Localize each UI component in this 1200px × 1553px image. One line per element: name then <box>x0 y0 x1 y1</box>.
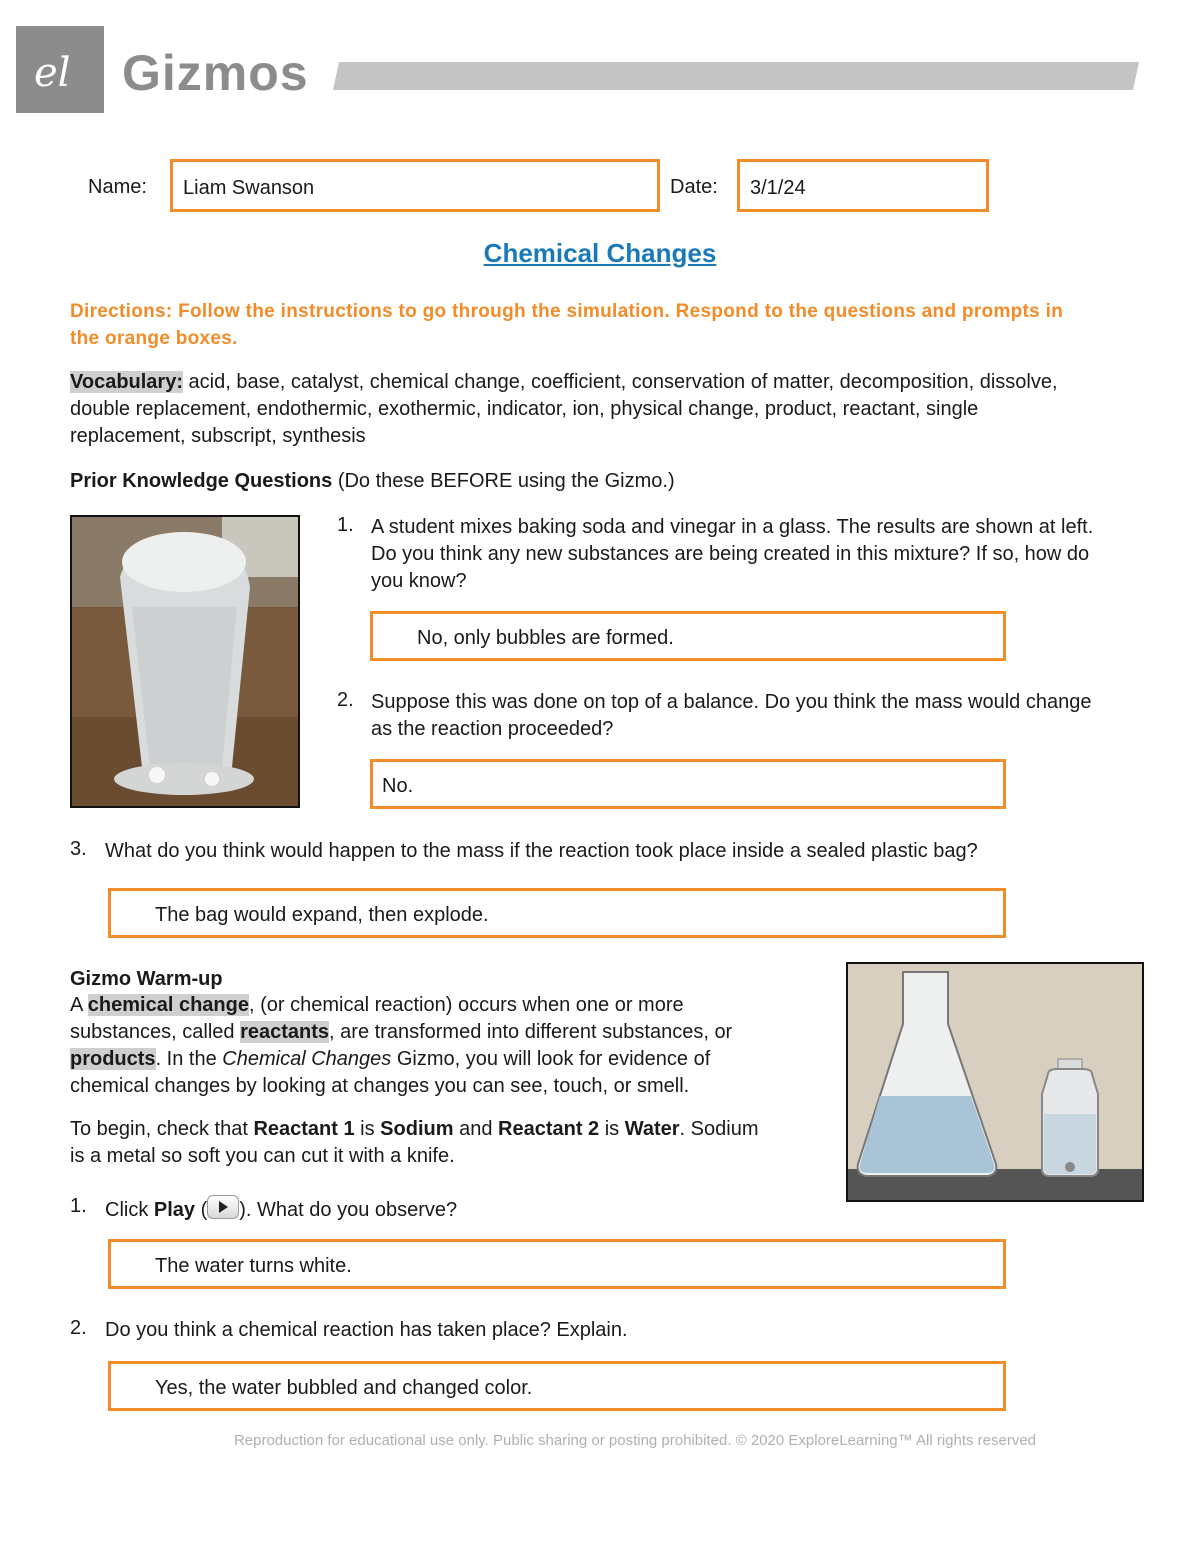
baking-soda-vinegar-photo <box>70 515 300 808</box>
warmup-q1-number: 1. <box>70 1195 87 1217</box>
prior-q2-answer: No. <box>382 775 414 797</box>
warmup-q2-text: Do you think a chemical reaction has taken place? Explain. <box>105 1319 628 1341</box>
date-label: Date: <box>670 176 718 198</box>
warmup-p2-c: and <box>453 1118 498 1140</box>
gizmo-name: Chemical Changes <box>222 1048 392 1070</box>
prior-q3-text: What do you think would happen to the mass if the reaction took place inside a sealed plastic bag? <box>105 840 978 862</box>
warmup-p2-a: To begin, check that <box>70 1118 254 1140</box>
warmup-q1-text <box>105 1195 805 1224</box>
warmup-q2-answer-box[interactable] <box>108 1361 1006 1411</box>
warmup-heading: Gizmo Warm-up <box>70 968 223 990</box>
prior-q3-number: 3. <box>70 838 87 860</box>
prior-heading-note: (Do these BEFORE using the Gizmo.) <box>332 470 675 492</box>
warmup-p2-e: . Sodium is a metal so soft you can cut it with a knife. <box>70 1118 759 1167</box>
vocabulary-terms: acid, base, catalyst, chemical change, coefficient, conservation of matter, decomposition, dissolve, double replacement, endothermic, exothermic, indicator, ion, physical change, product, reactant, single replacement, subscript, synthesis <box>70 371 1058 447</box>
term-chemical-change: chemical change <box>87 994 249 1016</box>
date-value: 3/1/24 <box>750 177 806 199</box>
warmup-p2-d: is <box>599 1118 625 1140</box>
prior-q1-text: A student mixes baking soda and vinegar in a glass. The results are shown at left. Do you think any new substances are being created in this mixture? If so, how do you know? <box>371 516 1094 592</box>
name-label: Name: <box>88 176 147 198</box>
prior-q1-answer-box[interactable] <box>370 611 1006 661</box>
gizmos-brand: Gizmos <box>122 45 309 101</box>
prior-q1-number: 1. <box>337 514 354 536</box>
flask-and-jar-image <box>846 962 1144 1202</box>
warmup-q2-answer: Yes, the water bubbled and changed color. <box>155 1377 533 1399</box>
prior-q2-answer-box[interactable] <box>370 759 1006 809</box>
directions: Directions: Follow the instructions to go through the simulation. Respond to the questions and prompts in the orange boxes. <box>70 301 1064 349</box>
warmup-paragraph-1 <box>70 992 790 1100</box>
prior-q3-answer-box[interactable] <box>108 888 1006 938</box>
header-bar <box>333 62 1139 90</box>
warmup-p1-b: , (or chemical reaction) occurs when one or more substances, called <box>70 994 684 1043</box>
vocabulary-label: Vocabulary: <box>70 371 183 393</box>
warmup-q1-post: ). What do you observe? <box>239 1199 458 1221</box>
play-icon <box>207 1195 239 1219</box>
warmup-p1-d: . In the <box>155 1048 223 1070</box>
term-reactant-2: Reactant 2 <box>498 1118 600 1140</box>
page-title: Chemical Changes <box>483 238 717 268</box>
prior-q2-number: 2. <box>337 689 354 711</box>
warmup-q1-answer: The water turns white. <box>155 1255 352 1277</box>
svg-text:el: el <box>34 50 71 96</box>
term-reactants: reactants <box>240 1021 330 1043</box>
term-products: products <box>70 1048 156 1070</box>
term-reactant-1: Reactant 1 <box>253 1118 355 1140</box>
warmup-q1-pre: Click <box>105 1199 154 1221</box>
warmup-p1-a: A <box>70 994 88 1016</box>
prior-knowledge-heading <box>70 468 675 495</box>
footer-copyright: Reproduction for educational use only. Public sharing or posting prohibited. © 2020 ExploreLearning™ All rights reserved <box>233 1432 1037 1449</box>
prior-q3-answer: The bag would expand, then explode. <box>155 904 489 926</box>
prior-heading-text: Prior Knowledge Questions <box>70 470 333 492</box>
warmup-p1-e: Gizmo, you will look for evidence of chemical changes by looking at changes you can see, touch, or smell. <box>70 1048 711 1097</box>
warmup-q2-number: 2. <box>70 1317 87 1339</box>
warmup-q1-answer-box[interactable] <box>108 1239 1006 1289</box>
term-sodium: Sodium <box>380 1118 454 1140</box>
warmup-paragraph-2 <box>70 1116 760 1170</box>
name-value: Liam Swanson <box>183 177 315 199</box>
warmup-q1-play-word: Play <box>153 1199 196 1221</box>
name-field[interactable] <box>170 159 660 212</box>
explorelearning-logo-icon <box>16 26 104 113</box>
warmup-p1-c: , are transformed into different substances, or <box>329 1021 733 1043</box>
term-water: Water <box>624 1118 680 1140</box>
prior-q1-answer: No, only bubbles are formed. <box>417 627 674 649</box>
prior-q2-text: Suppose this was done on top of a balance. Do you think the mass would change as the reaction proceeded? <box>371 691 1092 740</box>
date-field[interactable] <box>737 159 989 212</box>
warmup-p2-b: is <box>354 1118 381 1140</box>
vocabulary <box>70 369 1090 450</box>
warmup-q1-paren: ( <box>195 1199 208 1221</box>
